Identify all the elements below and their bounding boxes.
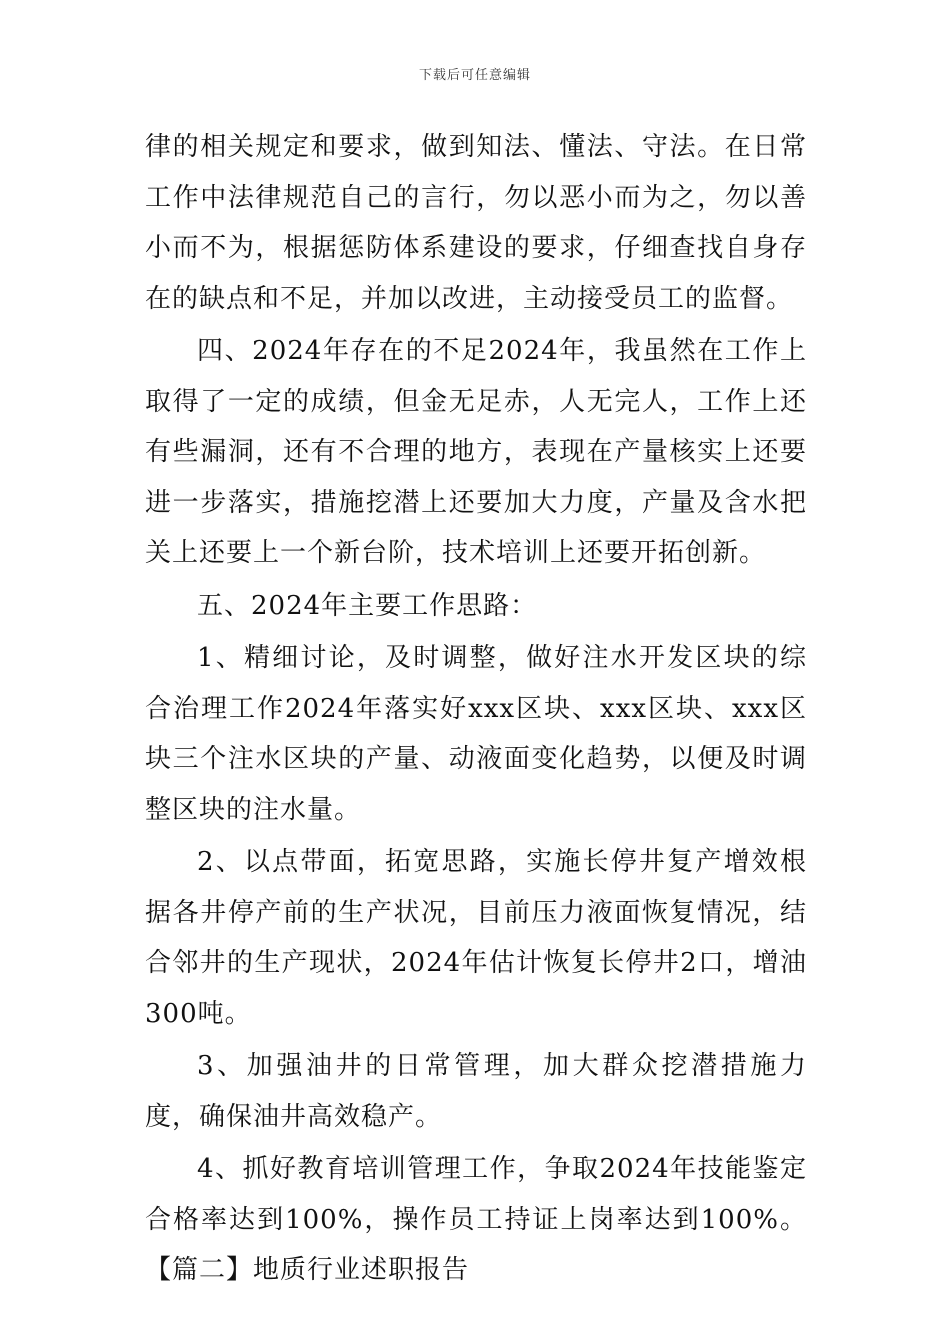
paragraph-shortcomings: 四、2024年存在的不足2024年，我虽然在工作上取得了一定的成绩，但金无足赤，人无完人，工作上还有些漏洞，还有不合理的地方，表现在产量核实上还要进一步落实，措施挖潜上还要加大力度，产量及含水把关上还要上一个新台阶，技术培训上还要开拓创新。 [145,336,807,568]
paragraph-plan-item-2: 2、以点带面，拓宽思路，实施长停井复产增效根据各井停产前的生产状况，目前压力液面恢复情况，结合邻井的生产现状，2024年估计恢复长停井2口，增油300吨。 [145,847,807,1029]
page-header-note: 下载后可任意编辑 [418,68,531,83]
paragraph-plan-item-3: 3、加强油井的日常管理，加大群众挖潜措施力度，确保油井高效稳产。 [145,1051,807,1132]
document-body [145,122,807,1298]
paragraph-plan-item-1: 1、精细讨论，及时调整，做好注水开发区块的综合治理工作2024年落实好xxx区块、xxx区块、xxx区块三个注水区块的产量、动液面变化趋势，以便及时调整区块的注水量。 [145,643,807,825]
paragraph-plan-item-4: 4、抓好教育培训管理工作，争取2024年技能鉴定合格率达到100%，操作员工持证上岗率达到100%。【篇二】地质行业述职报告 [145,1154,807,1285]
paragraph-work-plan-heading: 五、2024年主要工作思路： [197,590,538,621]
paragraph-legal-compliance: 律的相关规定和要求，做到知法、懂法、守法。在日常工作中法律规范自己的言行，勿以恶小而为之，勿以善小而不为，根据惩防体系建设的要求，仔细查找自身存在的缺点和不足，并加以改进，主动接受员工的监督。 [145,132,807,314]
